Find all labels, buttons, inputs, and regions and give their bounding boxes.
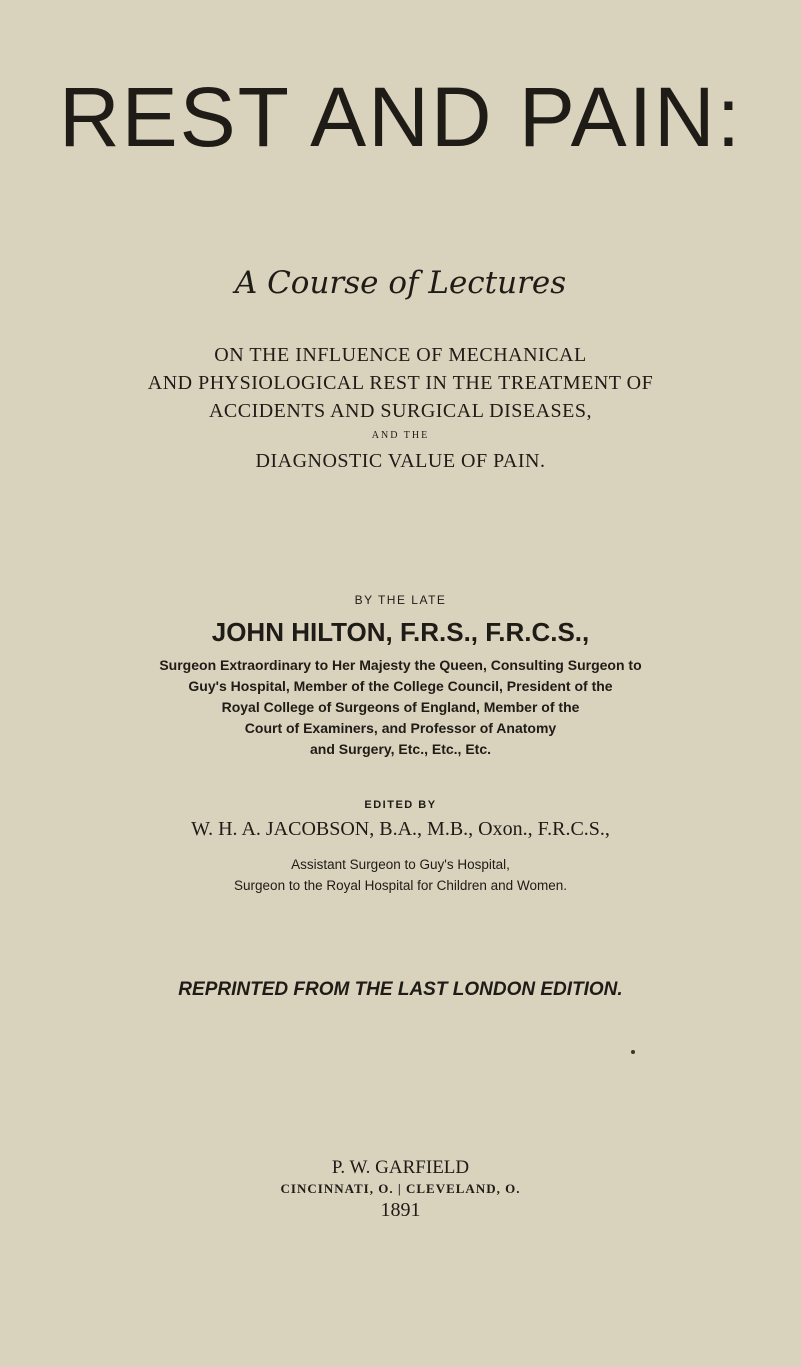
editor-name: W. H. A. JACOBSON, B.A., M.B., Oxon., F.R.C.S., [191,818,610,840]
editor-role: Assistant Surgeon to Guy's Hospital, [291,857,510,872]
topic-line: ON THE INFLUENCE OF MECHANICAL [214,344,587,366]
main-title: REST AND PAIN: [58,70,743,164]
author-credential: Guy's Hospital, Member of the College Council, President of the [188,678,613,694]
topic-line: ACCIDENTS AND SURGICAL DISEASES, [208,400,593,422]
author-credential: and Surgery, Etc., Etc., Etc. [309,741,491,757]
author-credential: Royal College of Surgeons of England, Member of the [221,699,580,715]
edited-by-label: EDITED BY [364,799,437,811]
editor-role: Surgeon to the Royal Hospital for Children and Women. [234,878,567,893]
publisher-name: P. W. GARFIELD [331,1157,470,1178]
subtitle: A Course of Lectures [234,265,567,301]
by-line: BY THE LATE [354,593,447,607]
author-credential: Court of Examiners, and Professor of Anatomy [244,720,557,736]
topic-line: AND PHYSIOLOGICAL REST IN THE TREATMENT OF [147,372,654,394]
topic-line-last: DIAGNOSTIC VALUE OF PAIN. [255,450,546,472]
reprint-note: REPRINTED FROM THE LAST LONDON EDITION. [178,979,623,1000]
ink-speck [631,1050,635,1054]
and-the-connector: AND THE [371,430,430,441]
publisher-places: CINCINNATI, O. | CLEVELAND, O. [280,1181,521,1196]
author-name: JOHN HILTON, F.R.S., F.R.C.S., [211,617,590,647]
author-credential: Surgeon Extraordinary to Her Majesty the Queen, Consulting Surgeon to [159,657,642,673]
publication-year: 1891 [380,1199,421,1221]
